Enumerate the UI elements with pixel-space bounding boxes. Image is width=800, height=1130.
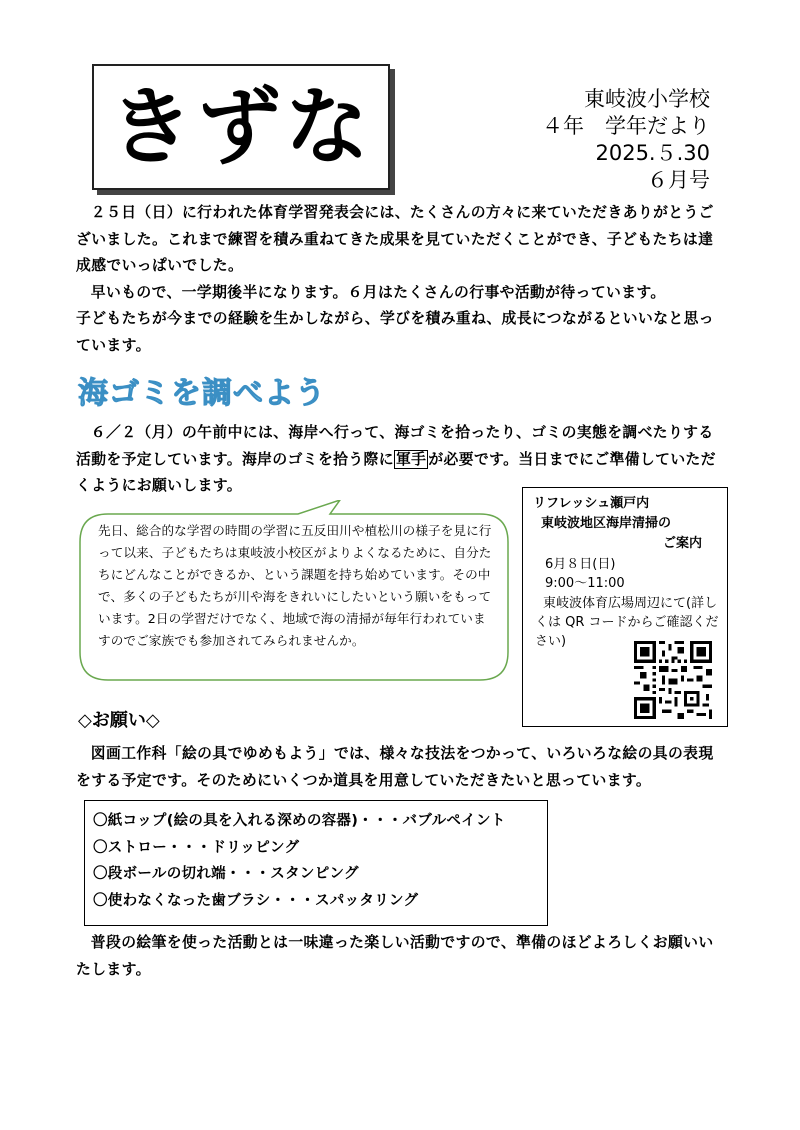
list-item: 〇ストロー・・・ドリッピング <box>93 839 300 856</box>
intro-paragraph-1: ２５日（日）に行われた体育学習発表会には、たくさんの方々に来ていただきありがとうございました。これまで練習を積み重ねてきた成果を見ていただくことができ、子どもたちは達成感でいっぱいでした。 <box>76 204 714 274</box>
list-item: 〇使わなくなった歯ブラシ・・・スパッタリング <box>93 892 419 909</box>
school-info <box>542 86 710 194</box>
closing-paragraph: 普段の絵筆を使った活動とは一味違った楽しい活動ですので、準備のほどよろしくお願いいたします。 <box>76 934 714 978</box>
issue-number: ６月号 <box>647 168 710 192</box>
info-title-3: ご案内 <box>663 536 703 551</box>
beach-text-before: ６／２（月）の午前中には、海岸へ行って、海ゴミを拾ったり、ゴミの実態を調べたりする活動を予定しています。海岸のゴミを拾う際に <box>76 424 714 468</box>
newsletter-title-box <box>92 64 390 190</box>
qr-code-icon[interactable] <box>634 641 712 719</box>
issue-date: 2025.５.30 <box>595 141 710 165</box>
info-date: 6月８日(日) <box>545 557 616 572</box>
request-heading: ◇お願い◇ <box>78 710 160 731</box>
request-paragraph: 図画工作科「絵の具でゆめもよう」では、様々な技法をつかって、いろいろな絵の具の表現をする予定です。そのためにいくつか道具を用意していただきたいと思っています。 <box>76 745 714 789</box>
newsletter-title: きずな <box>108 78 373 176</box>
gloves-highlight: 軍手 <box>395 450 427 468</box>
list-item: 〇段ボールの切れ端・・・スタンピング <box>93 866 359 882</box>
info-title-1: リフレッシュ瀬戸内 <box>533 496 650 511</box>
info-time: 9:00～11:00 <box>545 576 625 591</box>
info-title-2: 東岐波地区海岸清掃の <box>541 516 672 531</box>
bubble-text: 先日、総合的な学習の時間の学習に五反田川や植松川の様子を見に行って以来、子どもたちは東岐波小校区がよりよくなるために、自分たちにどんなことができるか、という課題を持ち始めています。その中で、多くの子どもたちが川や海をきれいにしたいという願いをもっています。2日の学習だけでなく、地域で海の清掃が毎年行われていますのでご家族でも参加されてみられませんか。 <box>98 523 492 648</box>
supplies-list-box <box>84 800 548 926</box>
intro-paragraph-2b: 子どもたちが今までの経験を生かしながら、学びを積み重ね、成長につながるといいなと思っています。 <box>76 310 714 354</box>
intro-paragraph-2a: 早いもので、一学期後半になります。６月はたくさんの行事や活動が待っています。 <box>90 283 666 301</box>
list-item: 〇紙コップ(絵の具を入れる深めの容器)・・・バブルペイント <box>93 813 506 829</box>
beach-text-after: が必要です。当日までにご準備していただくようにお願いします。 <box>76 450 716 494</box>
intro-section <box>76 200 726 359</box>
newsletter-name: ４年 学年だより <box>542 114 710 138</box>
info-place: 東岐波体育広場周辺にて(詳しくは QR コードからご確認ください) <box>535 596 719 649</box>
beach-section-heading: 海ゴミを調べよう <box>78 376 326 411</box>
school-name: 東岐波小学校 <box>584 87 710 111</box>
